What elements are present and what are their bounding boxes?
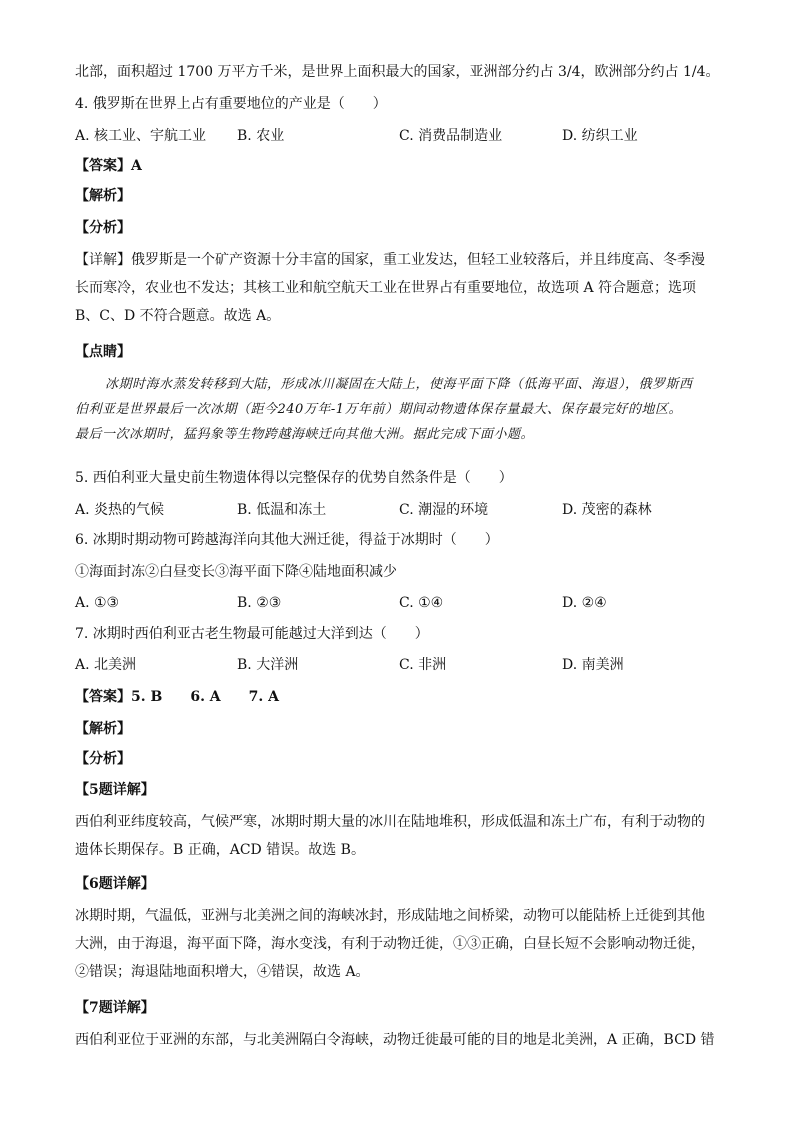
q7-stem: 7. 冰期时西伯利亚古老生物最可能越过大洋到达（ ） — [75, 626, 429, 642]
detail-5-title: 【5题详解】 — [75, 782, 155, 798]
detail-line: ②错误；海退陆地面积增大，④错误，故选 A。 — [75, 964, 370, 980]
detail-line: B、C、D 不符合题意。故选 A。 — [75, 308, 281, 324]
passage-line: 冰期时海水蒸发转移到大陆，形成冰川凝固在大陆上，使海平面下降（低海平面、海退），俄罗斯西 — [105, 377, 693, 392]
detail-line: 西伯利亚纬度较高，气候严寒，冰期时期大量的冰川在陆地堆积，形成低温和冻土广布，有利于动物的 — [75, 814, 705, 830]
fenxi-label: 【分析】 — [75, 220, 131, 236]
q4-option-b: B. 农业 — [237, 128, 285, 144]
detail-line: 大洲，由于海退，海平面下降，海水变浅，有利于动物迁徙，①③正确，白昼长短不会影响动物迁徙， — [75, 936, 705, 952]
q7-option-a: A. 北美洲 — [75, 657, 137, 673]
passage-line: 伯利亚是世界最后一次冰期（距今240万年-1万年前）期间动物遗体保存量最大、保存最完好的地区。 — [75, 402, 682, 417]
detail-6-title: 【6题详解】 — [75, 876, 155, 892]
q6-stem: 6. 冰期时期动物可跨越海洋向其他大洲迁徙，得益于冰期时（ ） — [75, 532, 499, 548]
detail-line: 冰期时期，气温低，亚洲与北美洲之间的海峡冰封，形成陆地之间桥梁，动物可以能陆桥上迁徙到其他 — [75, 908, 705, 924]
q7-option-d: D. 南美洲 — [562, 657, 624, 673]
q4-option-d: D. 纺织工业 — [562, 128, 638, 144]
fenxi-label: 【分析】 — [75, 751, 131, 767]
detail-7-paragraph — [75, 1026, 720, 1054]
q4-option-a: A. 核工业、宇航工业 — [75, 128, 207, 144]
q5-stem: 5. 西伯利亚大量史前生物遗体得以完整保存的优势自然条件是（ ） — [75, 470, 513, 486]
q7-option-c: C. 非洲 — [399, 657, 447, 673]
q5-option-a: A. 炎热的气候 — [75, 502, 165, 518]
detail-line: 西伯利亚位于亚洲的东部，与北美洲隔白令海峡，动物迁徙最可能的目的地是北美洲，A 正确，BCD 错 — [75, 1032, 715, 1048]
answer-label: 【答案】A — [75, 158, 142, 174]
q5-option-d: D. 茂密的森林 — [562, 502, 652, 518]
reading-passage — [75, 372, 725, 447]
analysis-label: 【解析】 — [75, 188, 131, 204]
passage-line: 最后一次冰期时，猛犸象等生物跨越海峡迁向其他大洲。据此完成下面小题。 — [75, 427, 535, 442]
q5-option-b: B. 低温和冻土 — [237, 502, 327, 518]
q6-option-d: D. ②④ — [562, 595, 607, 611]
detail-line: 遗体长期保存。B 正确，ACD 错误。故选 B。 — [75, 842, 365, 858]
dianjing-label: 【点睛】 — [75, 344, 131, 360]
detail-7-title: 【7题详解】 — [75, 1000, 155, 1016]
analysis-label: 【解析】 — [75, 721, 131, 737]
q4-stem: 4. 俄罗斯在世界上占有重要地位的产业是（ ） — [75, 96, 387, 112]
q6-option-c: C. ①④ — [399, 595, 444, 611]
q6-subitems: ①海面封冻②白昼变长③海平面下降④陆地面积减少 — [75, 564, 397, 580]
answer-label: 【答案】5. B 6. A 7. A — [75, 689, 280, 705]
q7-option-b: B. 大洋洲 — [237, 657, 299, 673]
detail-line: 长而寒冷，农业也不发达；其核工业和航空航天工业在世界占有重要地位，故选项 A 符合题意；选项 — [75, 280, 697, 296]
q6-option-a: A. ①③ — [75, 595, 120, 611]
detail-5-paragraph — [75, 808, 720, 864]
detail-line: 【详解】俄罗斯是一个矿产资源十分丰富的国家，重工业发达，但轻工业较落后，并且纬度高、冬季漫 — [75, 252, 705, 268]
q5-option-c: C. 潮湿的环境 — [399, 502, 489, 518]
detail-6-paragraph — [75, 902, 720, 986]
q4-option-c: C. 消费品制造业 — [399, 128, 503, 144]
detail-paragraph — [75, 246, 720, 330]
q6-option-b: B. ②③ — [237, 595, 282, 611]
intro-line: 北部，面积超过 1700 万平方千米，是世界上面积最大的国家，亚洲部分约占 3/4，欧洲部分约占 1/4。 — [75, 64, 720, 80]
